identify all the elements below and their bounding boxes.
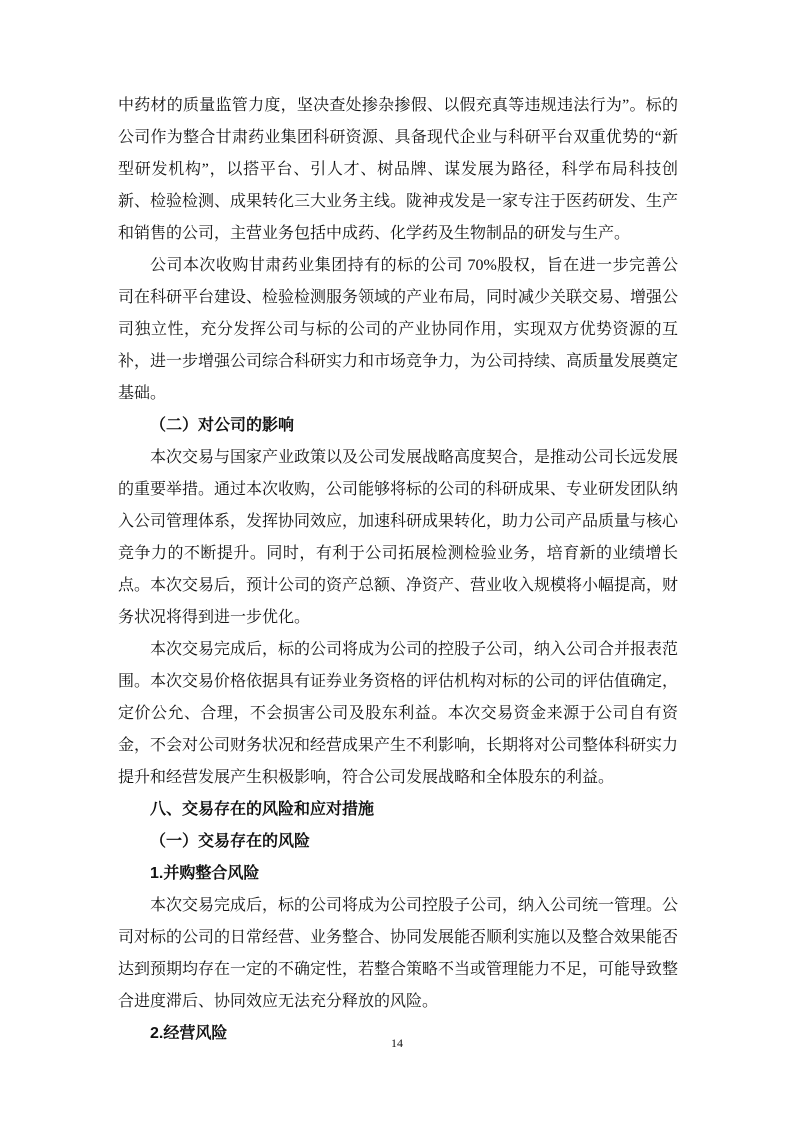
- section-heading-risks-and-measures: 八、交易存在的风险和应对措施: [150, 801, 375, 818]
- section-heading-integration-risk: 1.并购整合风险: [150, 865, 260, 882]
- section-heading-impact-on-company: （二）对公司的影响: [150, 417, 295, 434]
- paragraph-impact-finance: 本次交易完成后，标的公司将成为公司的控股子公司，纳入公司合并报表范围。本次交易价格依据具有证券业务资格的评估机构对标的公司的评估值确定，定价公允、合理，不会损害公司及股东利益。本次交易资金来源于公司自有资金，不会对公司财务状况和经营成果产生不利影响，长期将对公司整体科研实力提升和经营发展产生积极影响，符合公司发展战略和全体股东的利益。: [118, 641, 679, 786]
- paragraph-continued: 中药材的质量监管力度，坚决查处掺杂掺假、以假充真等违规违法行为”。标的公司作为整合甘肃药业集团科研资源、具备现代企业与科研平台双重优势的“新型研发机构”，以搭平台、引人才、树品牌、谋发展为路径，科学布局科技创新、检验检测、成果转化三大业务主线。陇神戎发是一家专注于医药研发、生产和销售的公司，主营业务包括中成药、化学药及生物制品的研发与生产。: [118, 97, 679, 242]
- document-body: [118, 90, 678, 1050]
- paragraph-integration-risk: 本次交易完成后，标的公司将成为公司控股子公司，纳入公司统一管理。公司对标的公司的日常经营、业务整合、协同发展能否顺利实施以及整合效果能否达到预期均存在一定的不确定性，若整合策略不当或管理能力不足，可能导致整合进度滞后、协同效应无法充分释放的风险。: [118, 897, 679, 1010]
- section-heading-transaction-risks: （一）交易存在的风险: [150, 833, 311, 850]
- page-number: 14: [391, 1036, 403, 1050]
- section-heading-operation-risk: 2.经营风险: [150, 1025, 228, 1042]
- paragraph-impact-strategy: 本次交易与国家产业政策以及公司发展战略高度契合，是推动公司长远发展的重要举措。通过本次收购，公司能够将标的公司的科研成果、专业研发团队纳入公司管理体系，发挥协同效应，加速科研成果转化，助力公司产品质量与核心竞争力的不断提升。同时，有利于公司拓展检测检验业务，培育新的业绩增长点。本次交易后，预计公司的资产总额、净资产、营业收入规模将小幅提高，财务状况将得到进一步优化。: [118, 449, 679, 626]
- paragraph-acquisition-purpose: 公司本次收购甘肃药业集团持有的标的公司 70%股权，旨在进一步完善公司在科研平台建设、检验检测服务领域的产业布局，同时减少关联交易、增强公司独立性，充分发挥公司与标的公司的产业协同作用，实现双方优势资源的互补，进一步增强公司综合科研实力和市场竞争力，为公司持续、高质量发展奠定基础。: [118, 257, 679, 402]
